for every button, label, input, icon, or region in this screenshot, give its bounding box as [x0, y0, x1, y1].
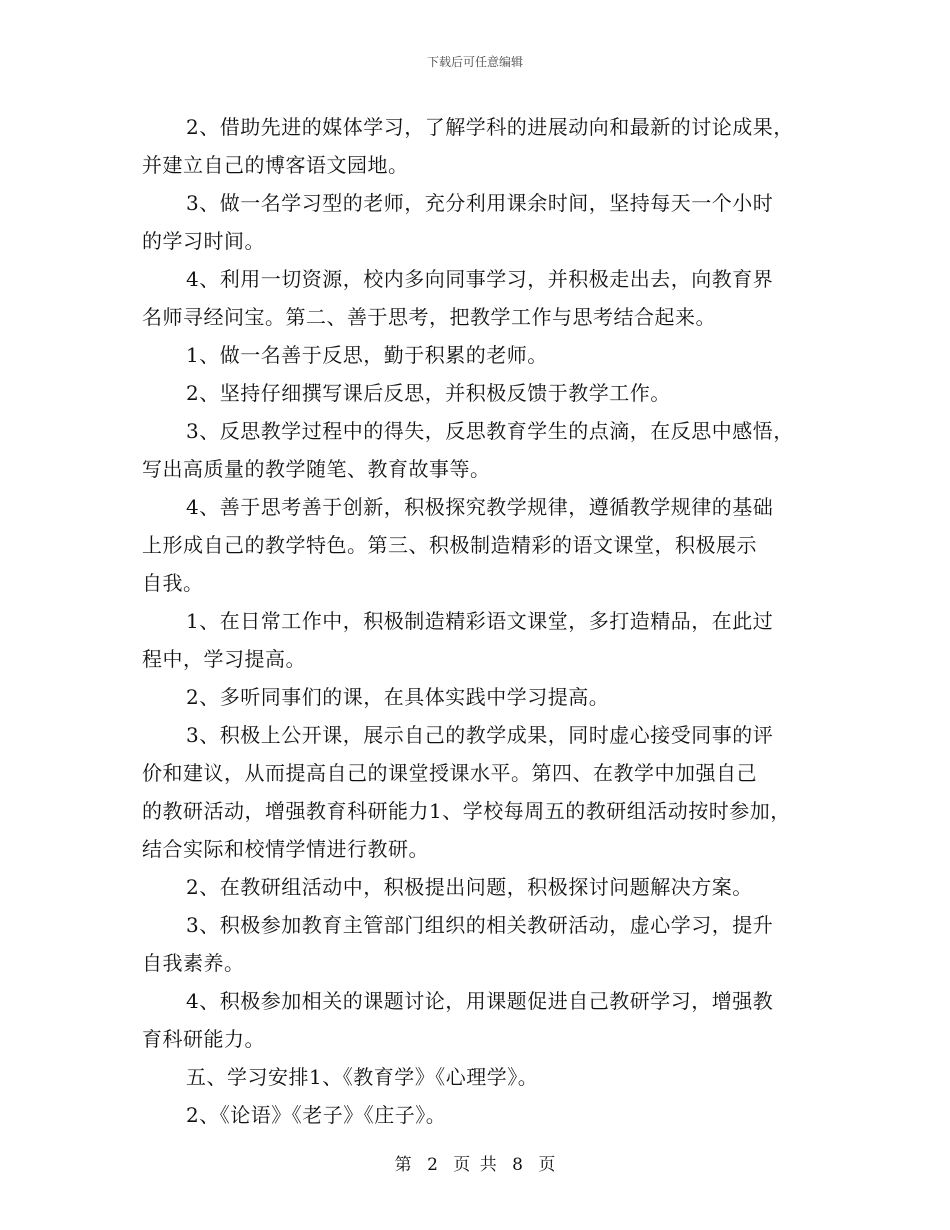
- page-number: 2: [427, 1155, 438, 1175]
- text-line: 4、利用一切资源，校内多向同事学习，并积极走出去，向教育界: [186, 267, 774, 291]
- page-header: 下载后可任意编辑: [426, 55, 523, 69]
- text-line: 2、《论语》《老子》《庄子》。: [186, 1103, 447, 1127]
- page-label-prefix: 第: [394, 1155, 412, 1175]
- text-line: 2、多听同事们的课，在具体实践中学习提高。: [186, 685, 610, 709]
- text-line: 程中，学习提高。: [142, 647, 306, 671]
- text-line: 名师寻经问宝。第二、善于思考，把教学工作与思考结合起来。: [142, 305, 716, 329]
- text-line: 写出高质量的教学随笔、教育故事等。: [142, 457, 491, 481]
- text-line: 并建立自己的博客语文园地。: [142, 153, 409, 177]
- text-line: 2、坚持仔细撰写课后反思，并积极反馈于教学工作。: [186, 381, 671, 405]
- text-line: 3、反思教学过程中的得失，反思教育学生的点滴，在反思中感悟，: [186, 419, 794, 443]
- text-line: 4、积极参加相关的课题讨论，用课题促进自己教研学习，增强教: [186, 989, 774, 1013]
- document-body: [0, 108, 950, 1134]
- text-line: 结合实际和校情学情进行教研。: [142, 837, 429, 861]
- text-line: 五、学习安排1、《教育学》《心理学》。: [186, 1065, 539, 1089]
- text-line: 1、做一名善于反思，勤于积累的老师。: [186, 343, 548, 367]
- text-line: 自我。: [142, 571, 204, 595]
- text-line: 的学习时间。: [142, 229, 265, 253]
- text-line: 3、做一名学习型的老师，充分利用课余时间，坚持每天一个小时: [186, 191, 774, 215]
- page-footer: [0, 1150, 950, 1175]
- text-line: 上形成自己的教学特色。第三、积极制造精彩的语文课堂，积极展示: [142, 533, 757, 557]
- page-label-suffix: 页: [538, 1155, 556, 1175]
- page-label-middle: 页 共: [453, 1155, 497, 1175]
- total-pages: 8: [512, 1155, 523, 1175]
- text-line: 自我素养。: [142, 951, 245, 975]
- text-line: 2、在教研组活动中，积极提出问题，积极探讨问题解决方案。: [186, 875, 753, 899]
- text-line: 的教研活动，增强教育科研能力1、学校每周五的教研组活动按时参加，: [142, 799, 791, 823]
- text-line: 3、积极参加教育主管部门组织的相关教研活动，虚心学习，提升: [186, 913, 774, 937]
- text-line: 4、善于思考善于创新，积极探究教学规律，遵循教学规律的基础: [186, 495, 774, 519]
- text-line: 1、在日常工作中，积极制造精彩语文课堂，多打造精品，在此过: [186, 609, 774, 633]
- text-line: 3、积极上公开课，展示自己的教学成果，同时虚心接受同事的评: [186, 723, 774, 747]
- text-line: 价和建议，从而提高自己的课堂授课水平。第四、在教学中加强自己: [142, 761, 757, 785]
- text-line: 2、借助先进的媒体学习，了解学科的进展动向和最新的讨论成果，: [186, 115, 794, 139]
- text-line: 育科研能力。: [142, 1027, 265, 1051]
